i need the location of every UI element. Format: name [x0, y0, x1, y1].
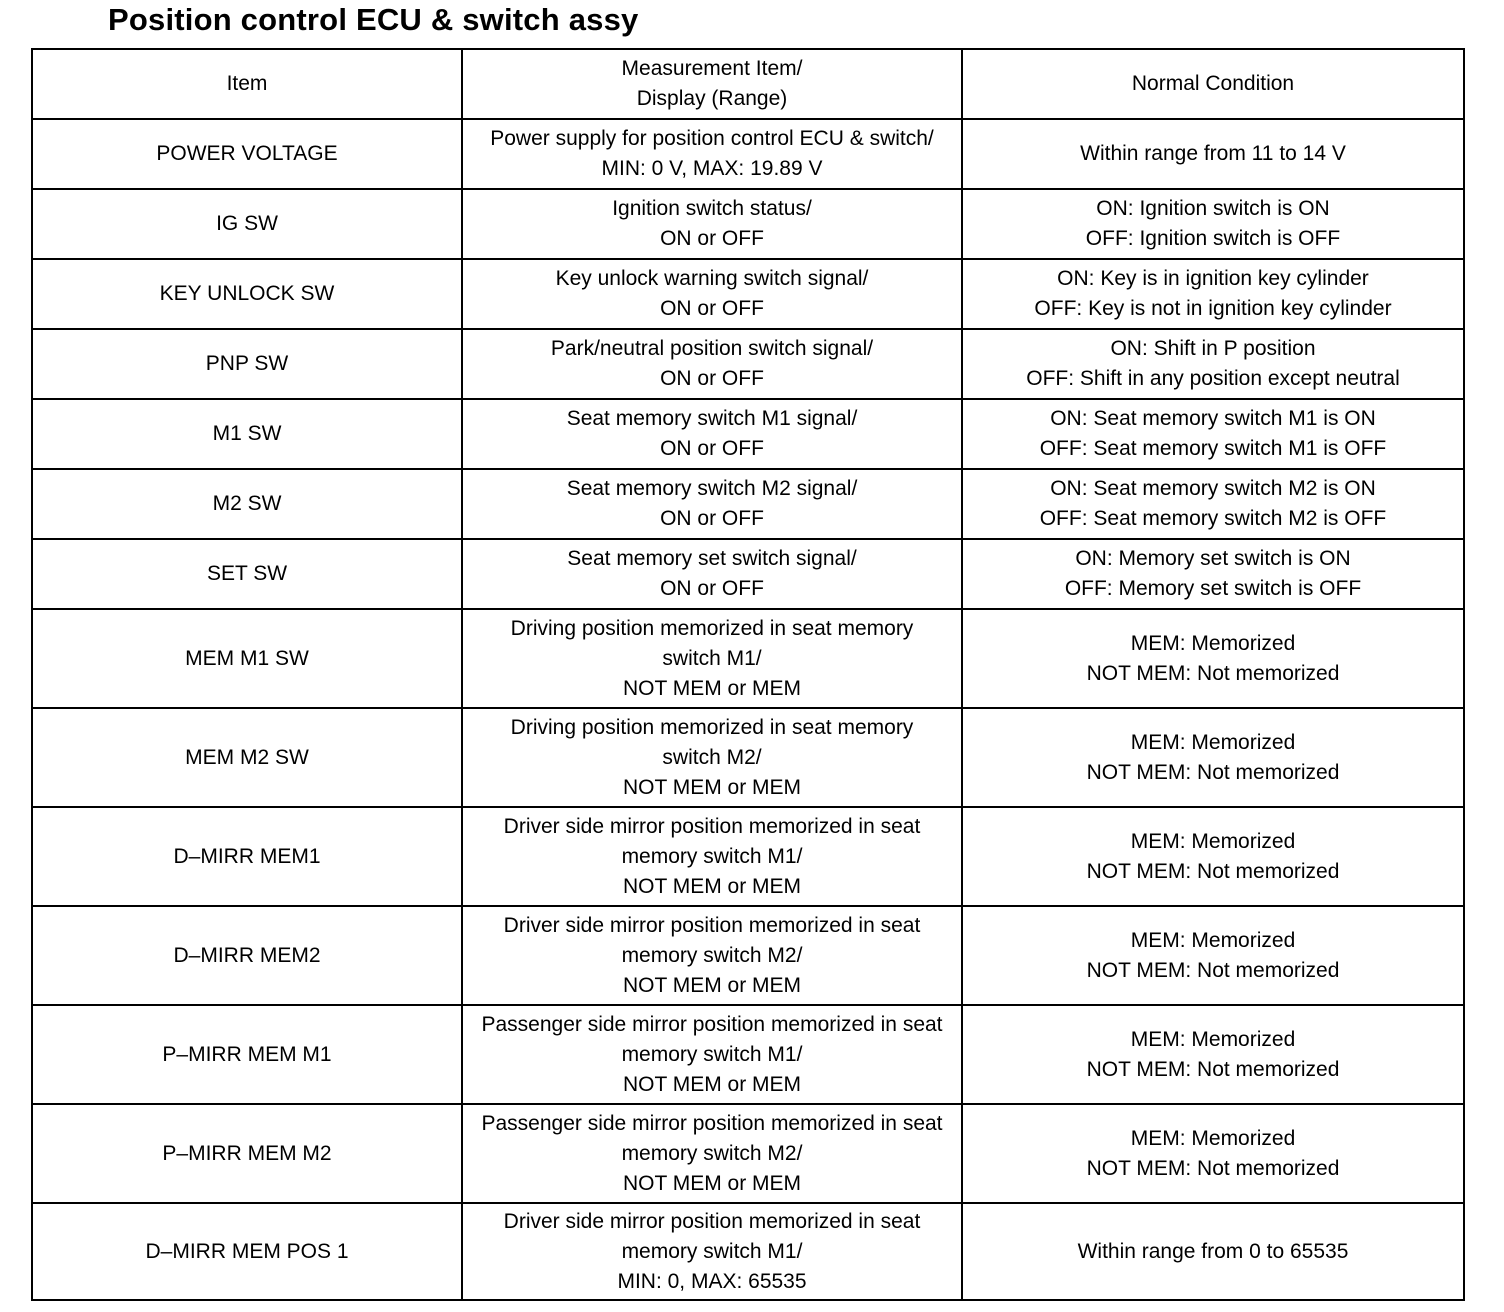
- header-normal-condition: Normal Condition: [962, 49, 1464, 119]
- table-row: [32, 1005, 1464, 1104]
- table-row: [32, 189, 1464, 259]
- cell-measurement: [462, 259, 962, 329]
- cell-measurement-line: Driving position memorized in seat memory: [510, 616, 914, 640]
- cell-measurement-line: Seat memory switch M2 signal/: [566, 477, 858, 500]
- cell-normal-line: ON: Key is in ignition key cylinder: [1057, 267, 1369, 290]
- cell-normal-line: OFF: Shift in any position except neutral: [1026, 367, 1400, 390]
- cell-item: D–MIRR MEM POS 1: [32, 1203, 462, 1300]
- cell-normal-line: NOT MEM: Not memorized: [1086, 958, 1340, 982]
- cell-measurement: [462, 708, 962, 807]
- cell-normal-condition: [962, 119, 1464, 189]
- cell-normal-line: MEM: Memorized: [1130, 1027, 1296, 1051]
- cell-item: P–MIRR MEM M2: [32, 1104, 462, 1203]
- cell-measurement-line: Driving position memorized in seat memory: [510, 715, 914, 739]
- table-row: [32, 1104, 1464, 1203]
- cell-item: PNP SW: [32, 329, 462, 399]
- cell-item: D–MIRR MEM1: [32, 807, 462, 906]
- cell-item: KEY UNLOCK SW: [32, 259, 462, 329]
- cell-item: M1 SW: [32, 399, 462, 469]
- cell-measurement-line: memory switch M1/: [621, 844, 803, 868]
- table-body: [32, 119, 1464, 1300]
- cell-measurement-line: Driver side mirror position memorized in seat: [503, 1209, 921, 1233]
- table-row: [32, 539, 1464, 609]
- cell-measurement-line: NOT MEM or MEM: [622, 676, 802, 700]
- cell-measurement-line: switch M1/: [662, 646, 762, 670]
- cell-measurement-line: ON or OFF: [660, 437, 764, 460]
- cell-normal-line: OFF: Key is not in ignition key cylinder: [1034, 297, 1392, 320]
- cell-item: M2 SW: [32, 469, 462, 539]
- cell-item: P–MIRR MEM M1: [32, 1005, 462, 1104]
- cell-measurement-line: ON or OFF: [660, 227, 764, 250]
- cell-measurement-line: memory switch M1/: [621, 1042, 803, 1066]
- header-measurement: [462, 49, 962, 119]
- cell-measurement-line: Passenger side mirror position memorized in seat: [481, 1111, 943, 1135]
- cell-normal-line: OFF: Seat memory switch M2 is OFF: [1039, 507, 1387, 530]
- cell-normal-line: OFF: Seat memory switch M1 is OFF: [1039, 437, 1387, 460]
- cell-normal-line: MEM: Memorized: [1130, 631, 1296, 655]
- cell-item: MEM M1 SW: [32, 609, 462, 708]
- cell-measurement-line: memory switch M2/: [621, 943, 803, 967]
- cell-measurement-line: Seat memory set switch signal/: [567, 547, 857, 570]
- cell-normal-condition: [962, 259, 1464, 329]
- cell-measurement: [462, 189, 962, 259]
- cell-normal-condition: [962, 1104, 1464, 1203]
- data-list-table: [31, 48, 1465, 1301]
- cell-normal-line: OFF: Memory set switch is OFF: [1064, 577, 1362, 600]
- cell-normal-line: MEM: Memorized: [1130, 928, 1296, 952]
- cell-measurement: [462, 1203, 962, 1300]
- cell-normal-line: MEM: Memorized: [1130, 829, 1296, 853]
- cell-normal-condition: [962, 609, 1464, 708]
- cell-measurement-line: ON or OFF: [660, 297, 764, 320]
- cell-measurement: [462, 906, 962, 1005]
- cell-normal-line: NOT MEM: Not memorized: [1086, 760, 1340, 784]
- cell-measurement: [462, 399, 962, 469]
- cell-normal-line: ON: Ignition switch is ON: [1096, 197, 1330, 220]
- cell-measurement: [462, 539, 962, 609]
- cell-measurement: [462, 1104, 962, 1203]
- cell-measurement-line: Park/neutral position switch signal/: [550, 337, 874, 360]
- cell-measurement: [462, 609, 962, 708]
- cell-measurement-line: Driver side mirror position memorized in seat: [503, 814, 921, 838]
- cell-measurement-line: Seat memory switch M1 signal/: [566, 407, 858, 430]
- cell-normal-line: NOT MEM: Not memorized: [1086, 1156, 1340, 1180]
- header-measurement-line: Measurement Item/: [621, 57, 803, 80]
- cell-measurement-line: NOT MEM or MEM: [622, 973, 802, 997]
- cell-measurement-line: switch M2/: [662, 745, 762, 769]
- cell-normal-condition: [962, 807, 1464, 906]
- cell-measurement-line: MIN: 0, MAX: 65535: [617, 1269, 807, 1293]
- cell-item: POWER VOLTAGE: [32, 119, 462, 189]
- cell-measurement: [462, 807, 962, 906]
- cell-measurement: [462, 469, 962, 539]
- cell-item: MEM M2 SW: [32, 708, 462, 807]
- cell-normal-condition: [962, 329, 1464, 399]
- cell-measurement-line: NOT MEM or MEM: [622, 1072, 802, 1096]
- cell-item: D–MIRR MEM2: [32, 906, 462, 1005]
- table-row: [32, 609, 1464, 708]
- cell-normal-line: MEM: Memorized: [1130, 1126, 1296, 1150]
- cell-normal-line: Within range from 11 to 14 V: [1080, 142, 1346, 165]
- table-row: [32, 259, 1464, 329]
- cell-measurement: [462, 119, 962, 189]
- cell-normal-line: MEM: Memorized: [1130, 730, 1296, 754]
- cell-normal-condition: [962, 399, 1464, 469]
- cell-normal-line: OFF: Ignition switch is OFF: [1085, 227, 1341, 250]
- cell-measurement-line: Power supply for position control ECU & switch/: [490, 127, 934, 150]
- cell-normal-condition: [962, 469, 1464, 539]
- cell-normal-condition: [962, 1203, 1464, 1300]
- cell-normal-line: NOT MEM: Not memorized: [1086, 859, 1340, 883]
- table-row: [32, 329, 1464, 399]
- cell-measurement-line: NOT MEM or MEM: [622, 775, 802, 799]
- cell-normal-line: Within range from 0 to 65535: [1077, 1239, 1349, 1263]
- cell-measurement-line: ON or OFF: [660, 367, 764, 390]
- table-row: [32, 469, 1464, 539]
- cell-normal-condition: [962, 1005, 1464, 1104]
- cell-measurement-line: Key unlock warning switch signal/: [555, 267, 869, 290]
- header-item: Item: [32, 49, 462, 119]
- table-row: [32, 1203, 1464, 1300]
- table-row: [32, 399, 1464, 469]
- table-header-row: [32, 49, 1464, 119]
- cell-item: IG SW: [32, 189, 462, 259]
- table-row: [32, 119, 1464, 189]
- cell-item: SET SW: [32, 539, 462, 609]
- cell-normal-line: ON: Seat memory switch M2 is ON: [1050, 477, 1376, 500]
- table-row: [32, 807, 1464, 906]
- table-row: [32, 708, 1464, 807]
- cell-measurement-line: Ignition switch status/: [612, 197, 812, 220]
- cell-normal-line: ON: Seat memory switch M1 is ON: [1050, 407, 1376, 430]
- cell-measurement-line: memory switch M2/: [621, 1141, 803, 1165]
- cell-normal-line: NOT MEM: Not memorized: [1086, 1057, 1340, 1081]
- cell-measurement-line: memory switch M1/: [621, 1239, 803, 1263]
- header-measurement-line: Display (Range): [636, 87, 788, 110]
- cell-measurement-line: NOT MEM or MEM: [622, 874, 802, 898]
- cell-measurement-line: MIN: 0 V, MAX: 19.89 V: [601, 157, 823, 180]
- cell-measurement: [462, 1005, 962, 1104]
- cell-measurement-line: Driver side mirror position memorized in seat: [503, 913, 921, 937]
- cell-measurement: [462, 329, 962, 399]
- cell-normal-line: ON: Memory set switch is ON: [1075, 547, 1351, 570]
- cell-normal-condition: [962, 708, 1464, 807]
- cell-measurement-line: ON or OFF: [660, 507, 764, 530]
- table-row: [32, 906, 1464, 1005]
- page-title: Position control ECU & switch assy: [108, 2, 639, 37]
- cell-measurement-line: Passenger side mirror position memorized in seat: [481, 1012, 943, 1036]
- cell-normal-line: ON: Shift in P position: [1110, 337, 1316, 360]
- cell-measurement-line: ON or OFF: [660, 577, 764, 600]
- cell-measurement-line: NOT MEM or MEM: [622, 1171, 802, 1195]
- cell-normal-condition: [962, 539, 1464, 609]
- cell-normal-condition: [962, 906, 1464, 1005]
- cell-normal-line: NOT MEM: Not memorized: [1086, 661, 1340, 685]
- cell-normal-condition: [962, 189, 1464, 259]
